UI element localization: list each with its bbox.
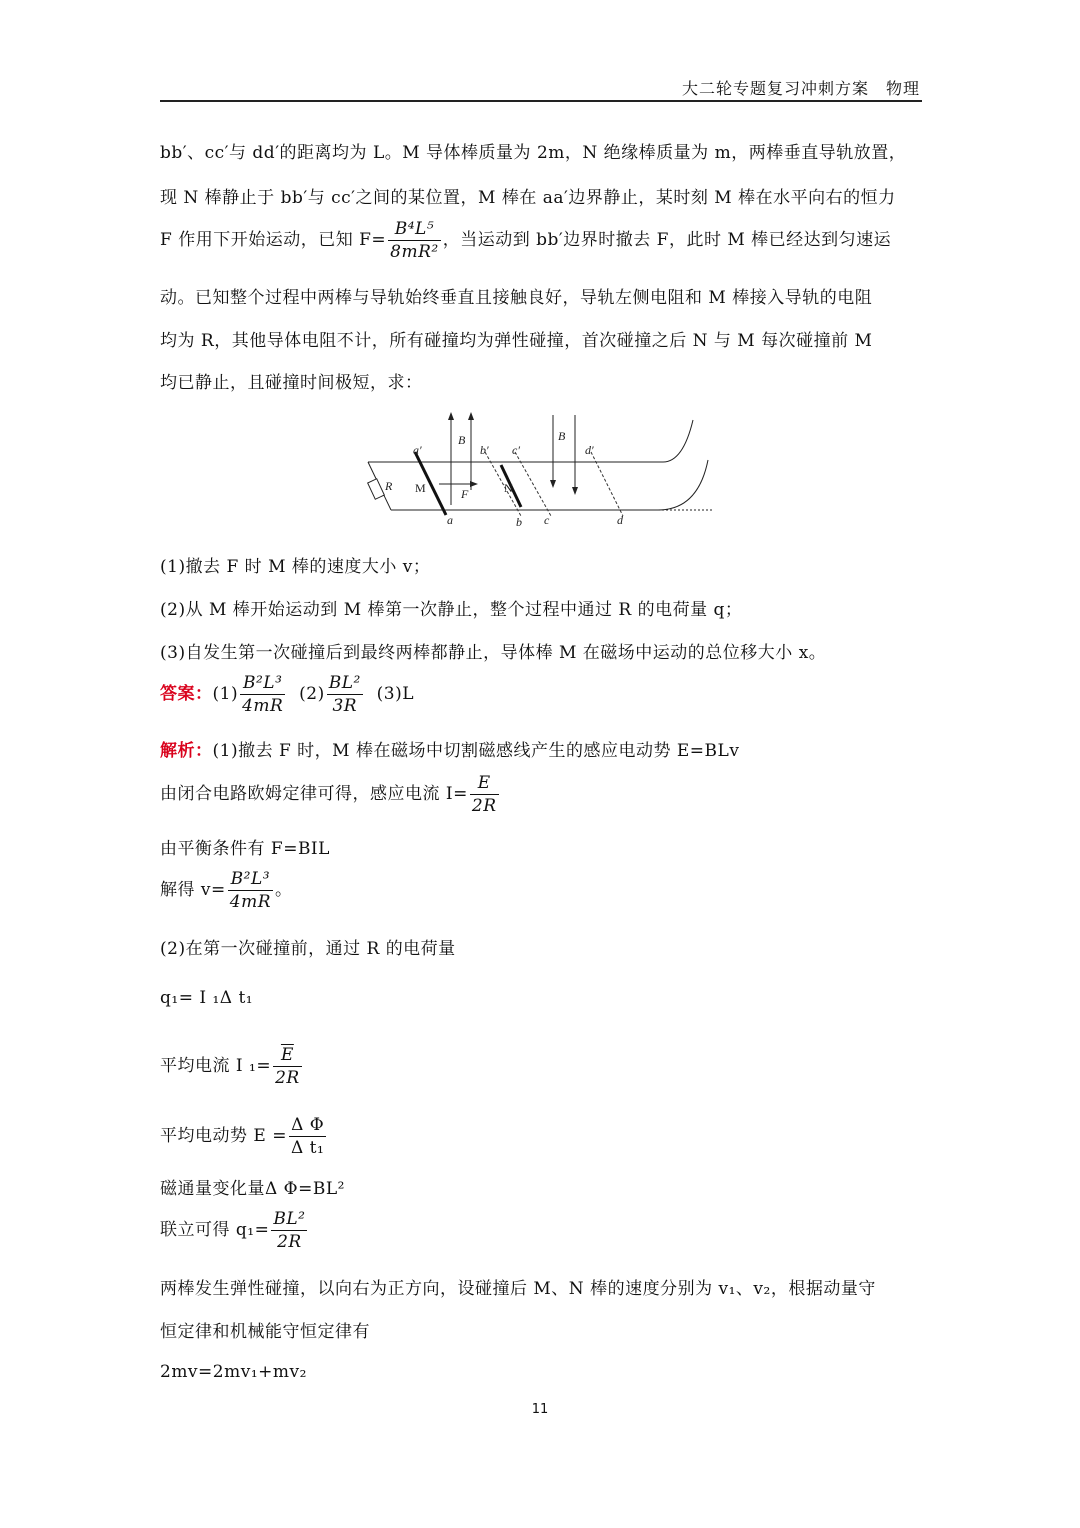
solution-s4: 解得 v= bbox=[160, 880, 226, 900]
charge-fraction-num: BL² bbox=[273, 1209, 306, 1229]
solution-line-4 bbox=[160, 868, 293, 913]
solution-s8: 平均电动势 E = bbox=[160, 1126, 287, 1146]
solution-line-10 bbox=[160, 1208, 309, 1253]
solution-label: 解析： bbox=[160, 741, 213, 761]
answer-label: 答案： bbox=[160, 684, 213, 704]
question-3: (3)自发生第一次碰撞后到最终两棒都静止，导体棒 M 在磁场中运动的总位移大小 x。 bbox=[160, 643, 827, 663]
label-c-prime: c′ bbox=[512, 443, 520, 457]
force-fraction-den: 8mR² bbox=[390, 242, 439, 262]
problem-line-5: 均为 R，其他导体电阻不计，所有碰撞均为弹性碰撞，首次碰撞之后 N 与 M 每次碰撞前 M bbox=[160, 331, 873, 351]
avg-emf-fraction bbox=[289, 1114, 326, 1159]
label-b: b bbox=[516, 515, 522, 529]
solution-s7: 平均电流 I ₁= bbox=[160, 1056, 272, 1076]
problem-line-3-a: F 作用下开始运动，已知 F= bbox=[160, 230, 387, 250]
charge-fraction-den: 2R bbox=[277, 1232, 302, 1252]
label-r: R bbox=[385, 479, 393, 493]
answer-fraction-2-num: BL² bbox=[328, 673, 361, 693]
problem-line-2: 现 N 棒静止于 bb′与 cc′之间的某位置，M 棒在 aa′边界静止，某时刻 M 棒在水平向右的恒力 bbox=[160, 188, 896, 208]
label-n: N bbox=[504, 481, 513, 495]
label-b-prime: b′ bbox=[480, 443, 489, 457]
label-f: F bbox=[461, 487, 469, 501]
solution-line-9: 磁通量变化量Δ Φ=BL² bbox=[160, 1179, 345, 1199]
problem-line-3-b: ，当运动到 bb′边界时撤去 F，此时 M 棒已经达到匀速运 bbox=[442, 230, 892, 250]
label-d-prime: d′ bbox=[585, 443, 594, 457]
problem-line-1: bb′、cc′与 dd′的距离均为 L。M 导体棒质量为 2m，N 绝缘棒质量为 m，两棒垂直导轨放置， bbox=[160, 143, 907, 163]
velocity-fraction-num: B²L³ bbox=[228, 868, 273, 891]
answer-fraction-1-num: B²L³ bbox=[240, 672, 285, 695]
label-a-prime: a′ bbox=[413, 443, 422, 457]
velocity-fraction bbox=[228, 868, 273, 913]
answer-part-1: (1) bbox=[212, 684, 239, 704]
velocity-fraction-den: 4mR bbox=[229, 892, 272, 912]
solution-line-2 bbox=[160, 772, 501, 817]
avg-current-fraction-den: 2R bbox=[275, 1068, 300, 1088]
label-a: a bbox=[447, 513, 453, 527]
problem-line-4: 动。已知整个过程中两棒与导轨始终垂直且接触良好，导轨左侧电阻和 M 棒接入导轨的电阻 bbox=[160, 288, 873, 308]
label-b-up: B bbox=[458, 433, 466, 447]
current-fraction-den: 2R bbox=[471, 796, 497, 816]
solution-s1: (1)撤去 F 时，M 棒在磁场中切割磁感线产生的感应电动势 E=BLv bbox=[212, 741, 740, 761]
solution-line-11: 两棒发生弹性碰撞，以向右为正方向，设碰撞后 M、N 棒的速度分别为 v₁、v₂，根据动量守 bbox=[160, 1279, 876, 1299]
solution-line-6: q₁= I ₁Δ t₁ bbox=[160, 988, 254, 1008]
charge-fraction bbox=[271, 1208, 307, 1253]
header-title: 大二轮专题复习冲刺方案 物理 bbox=[681, 79, 920, 98]
answer-line bbox=[160, 672, 414, 717]
question-2: (2)从 M 棒开始运动到 M 棒第一次静止，整个过程中通过 R 的电荷量 q； bbox=[160, 600, 743, 620]
force-fraction-num: B⁴L⁵ bbox=[388, 218, 441, 241]
avg-emf-fraction-num: Δ Φ bbox=[289, 1114, 326, 1137]
solution-line-7 bbox=[160, 1044, 304, 1089]
page-number: 11 bbox=[531, 1402, 549, 1417]
answer-part-3: (3)L bbox=[376, 684, 415, 704]
solution-line-8 bbox=[160, 1114, 328, 1159]
answer-fraction-1 bbox=[240, 672, 285, 717]
question-1: (1)撤去 F 时 M 棒的速度大小 v； bbox=[160, 557, 431, 577]
rail-diagram bbox=[363, 410, 717, 530]
solution-line-12: 恒定律和机械能守恒定律有 bbox=[160, 1322, 370, 1342]
current-fraction-num: E bbox=[470, 772, 499, 795]
solution-s10: 联立可得 q₁= bbox=[160, 1220, 270, 1240]
solution-line-13: 2mv=2mv₁+mv₂ bbox=[160, 1362, 307, 1382]
avg-emf-fraction-den: Δ t₁ bbox=[290, 1138, 325, 1158]
solution-s2: 由闭合电路欧姆定律可得，感应电流 I= bbox=[160, 784, 468, 804]
page-header bbox=[160, 74, 922, 102]
solution-line-1 bbox=[160, 736, 739, 761]
solution-line-3: 由平衡条件有 F=BIL bbox=[160, 839, 330, 859]
current-fraction bbox=[470, 772, 499, 817]
label-m: M bbox=[415, 481, 426, 495]
answer-fraction-2-den: 3R bbox=[332, 696, 358, 716]
problem-line-6: 均已静止，且碰撞时间极短，求： bbox=[160, 373, 423, 393]
answer-part-2: (2) bbox=[299, 684, 325, 704]
answer-fraction-1-den: 4mR bbox=[242, 696, 284, 716]
problem-line-3 bbox=[160, 218, 891, 263]
solution-s4-end: 。 bbox=[275, 880, 293, 900]
label-b-down: B bbox=[558, 429, 566, 443]
label-d: d bbox=[617, 513, 623, 527]
avg-current-fraction-num: $\overline{E}$ bbox=[273, 1044, 302, 1067]
force-fraction bbox=[388, 218, 441, 263]
label-c: c bbox=[544, 513, 550, 527]
solution-line-5: (2)在第一次碰撞前，通过 R 的电荷量 bbox=[160, 939, 456, 959]
answer-fraction-2 bbox=[327, 672, 363, 717]
avg-current-fraction bbox=[273, 1044, 302, 1089]
